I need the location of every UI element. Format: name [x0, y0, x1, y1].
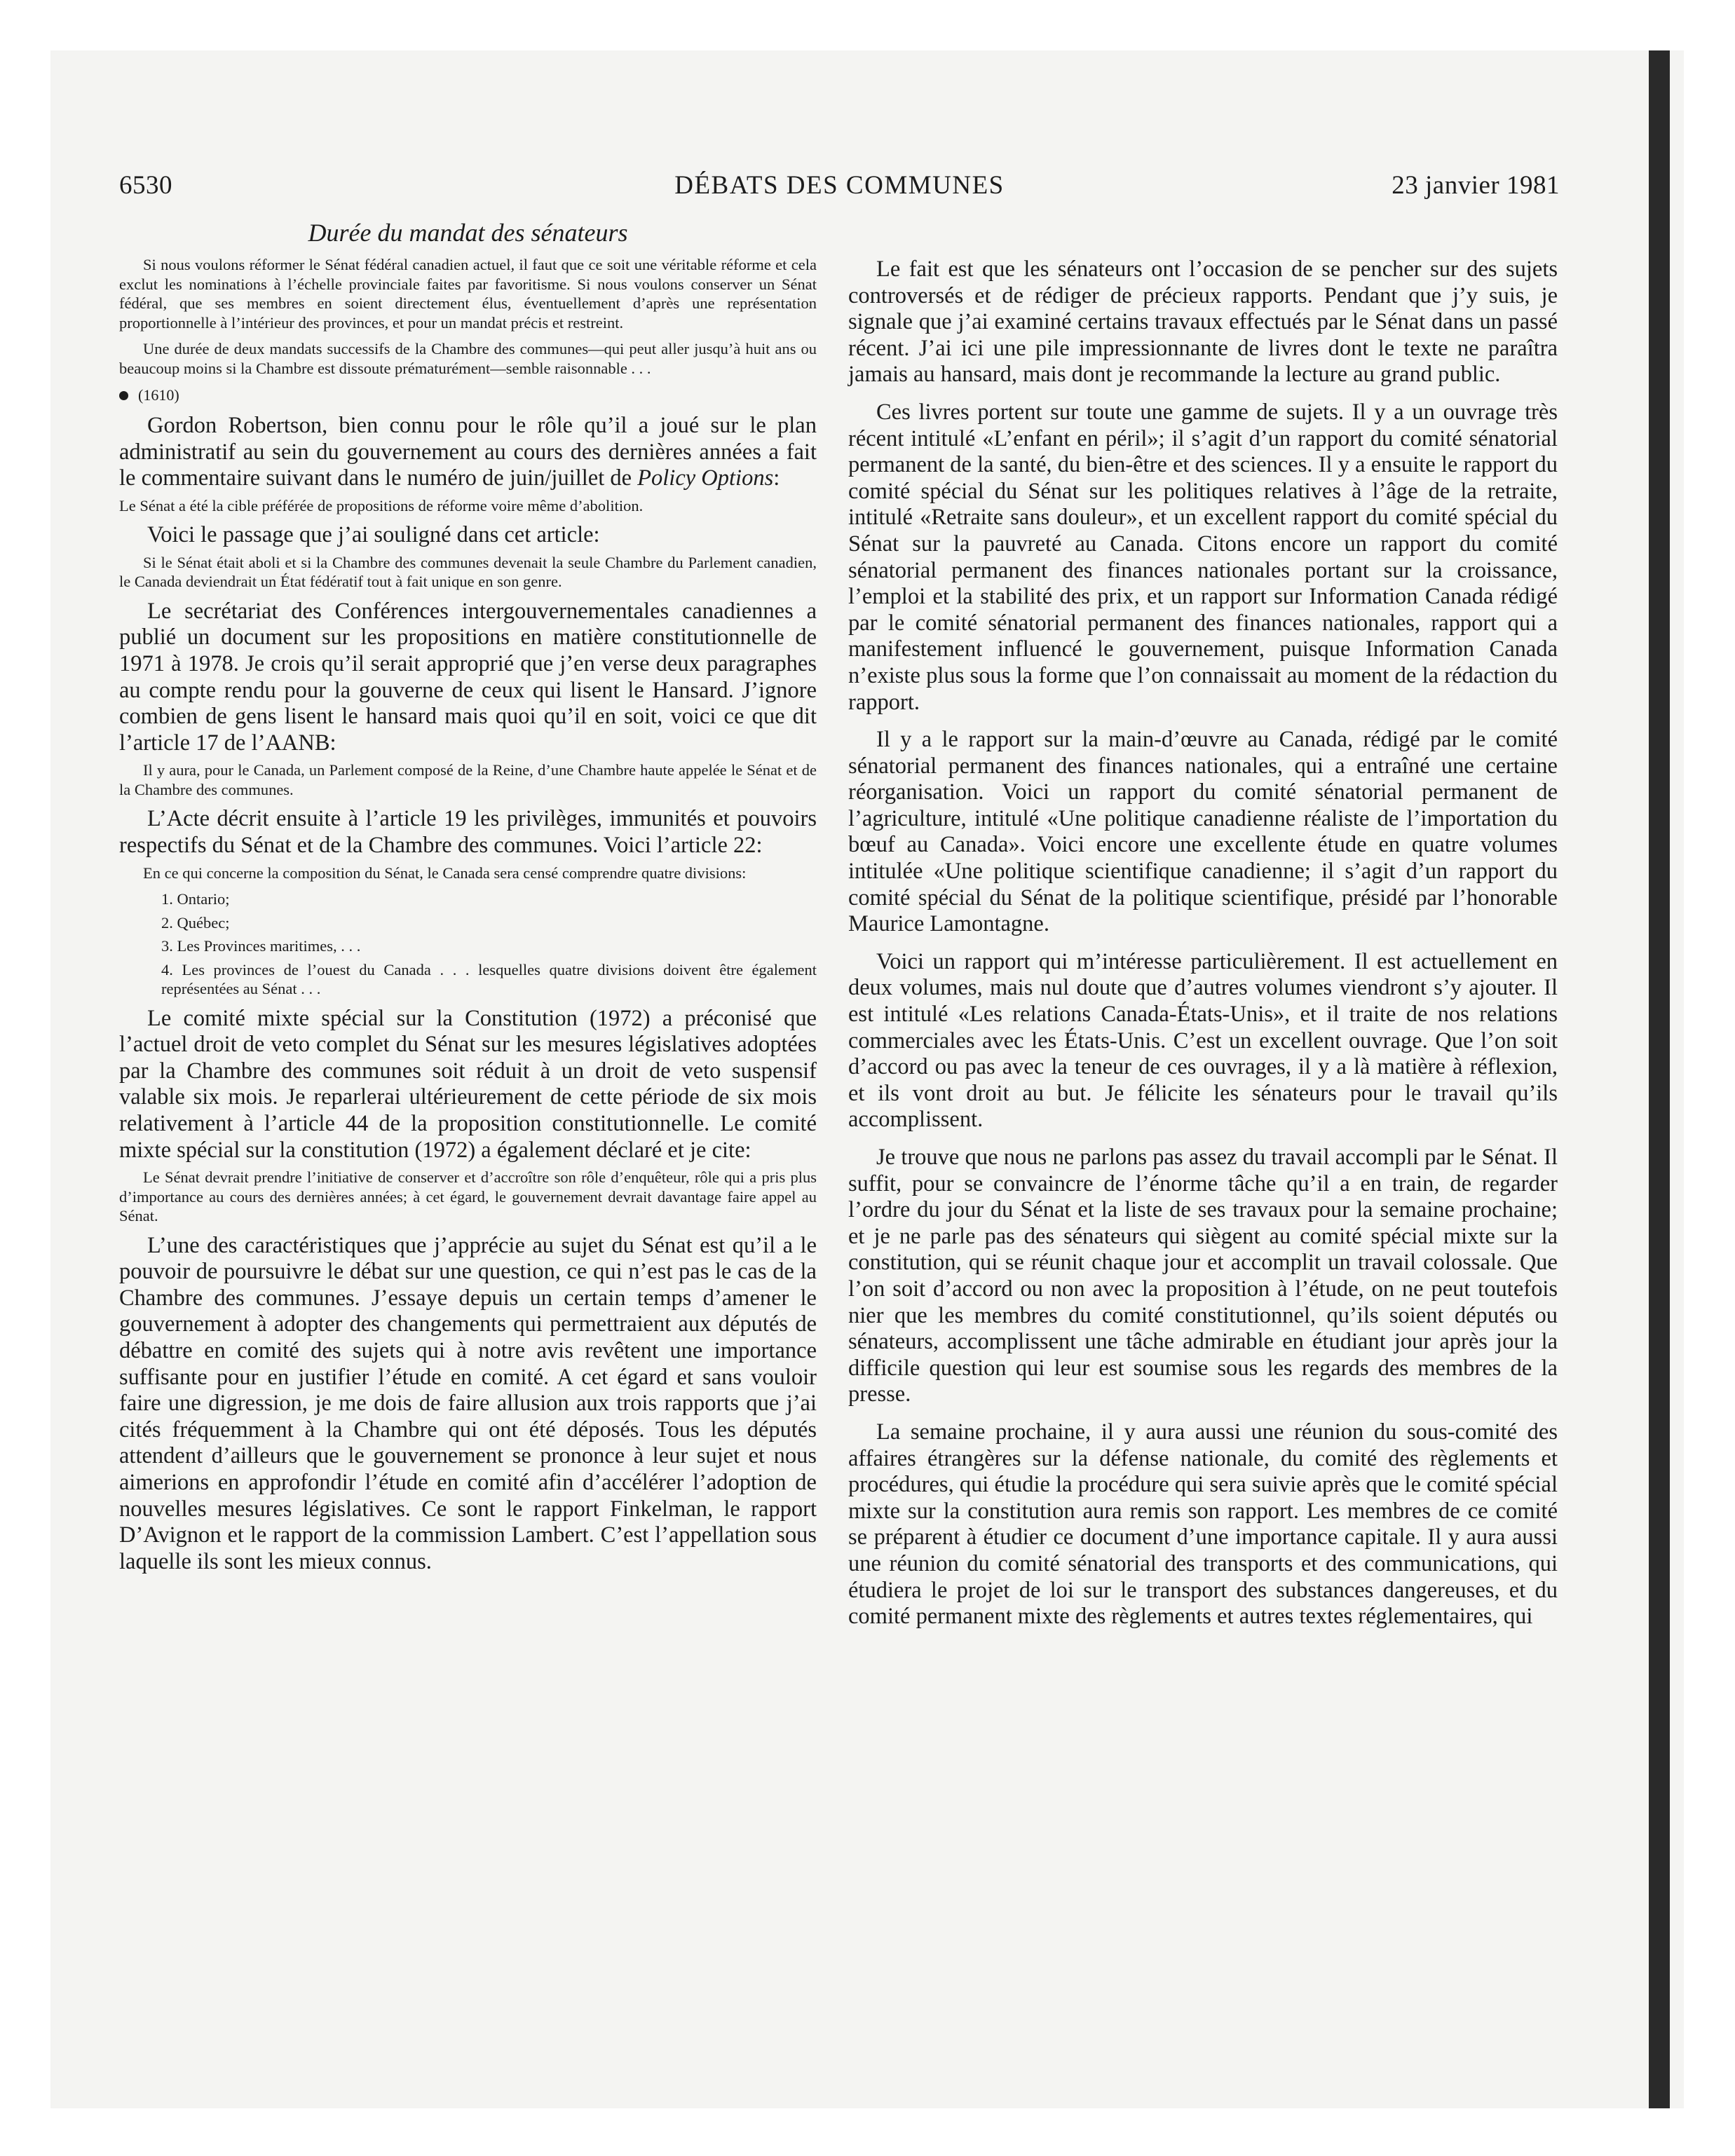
- right-column: [848, 257, 1558, 1642]
- quote-paragraph: Si nous voulons réformer le Sénat fédéral canadien actuel, il faut que ce soit une véritable réforme et cela exclut les nominations à l’échelle provinciale faites par favoritisme. Si nous voulons conserver un Sénat fédéral, que ses membres en soient directement élus, éventuellement d’après une représentation proportionnelle à l’intérieur des provinces, et pour un mandat précis et restreint.: [119, 256, 817, 332]
- body-paragraph: Le comité mixte spécial sur la Constitution (1972) a préconisé que l’actuel droit de veto complet du Sénat sur les mesures législatives adoptées par la Chambre des communes soit réduit à un droit de veto suspensif valable six mois. Je reparlerai ultérieurement de cette période de six mois relativement à l’article 44 de la proposition constitutionnelle. Le comité mixte spécial sur la constitution (1972) a également déclaré et je cite:: [119, 1005, 817, 1163]
- body-paragraph: Je trouve que nous ne parlons pas assez du travail accompli par le Sénat. Il suffit, pour se convaincre de l’énorme tâche qu’il a en train, de regarder l’ordre du jour du Sénat et la liste de ses travaux pour la semaine prochaine; et je ne parle pas des sénateurs qui siègent au comité spécial mixte sur la constitution, qui se réunit chaque jour et accomplit un travail colossale. Que l’on soit d’accord ou non avec la proposition à l’étude, on ne peut toutefois nier que les membres du comité constitutionnel, qu’ils soient députés ou sénateurs, accomplissent une tâche admirable en étudiant jour après jour la difficile question qui leur est soumise sous les regards des membres de la presse.: [848, 1145, 1558, 1407]
- bullet-icon: [119, 391, 128, 400]
- list-item: 2. Québec;: [161, 913, 230, 932]
- body-paragraph: Le fait est que les sénateurs ont l’occasion de se pencher sur des sujets controversés et de rédiger de précieux rapports. Pendant que j’y suis, je signale que j’ai examiné certains travaux effectués par le Sénat dans un passé récent. J’ai ici une pile impressionnante de livres dont le texte ne paraîtra jamais au hansard, mais dont je recommande la lecture au grand public.: [848, 257, 1558, 388]
- body-text: Gordon Robertson, bien connu pour le rôle qu’il a joué sur le plan administratif au sein du gouvernement au cours des dernières années a fait le commentaire suivant dans le numéro de juin/juillet de: [119, 413, 817, 491]
- publication-name: Policy Options: [637, 465, 774, 491]
- body-paragraph: Ces livres portent sur toute une gamme de sujets. Il y a un ouvrage très récent intitulé «L’enfant en péril»; il s’agit d’un rapport du comité sénatorial permanent de la santé, du bien-être et des sciences. Il y a ensuite le rapport du comité spécial du Sénat sur les politiques relatives à l’âge de la retraite, intitulé «Retraite sans douleur», et un excellent rapport du comité spécial du Sénat sur la pauvreté au Canada. Citons encore un rapport du comité sénatorial permanent des finances nationales portant sur la croissance, l’emploi et la stabilité des prix, et un rapport sur Information Canada rédigé par le comité sénatorial permanent des finances nationales, rapport qui a manifestement influencé le gouvernement, puisque Information Canada n’existe plus sous la forme que l’on connaissait au moment de la rédaction du rapport.: [848, 399, 1558, 715]
- body-paragraph: Voici un rapport qui m’intéresse particulièrement. Il est actuellement en deux volumes, mais nul doute que d’autres volumes viendront s’y ajouter. Il est intitulé «Les relations Canada-États-Unis», et il traite de nos relations commerciales avec les États-Unis. C’est un excellent ouvrage. Que l’on soit d’accord ou pas avec la teneur de ces ouvrages, il y a là matière à réflexion, et ils vont droit au but. Je félicite les sénateurs pour le travail qu’ils accomplissent.: [848, 948, 1558, 1133]
- body-text: :: [773, 465, 780, 491]
- quote-paragraph: En ce qui concerne la composition du Sénat, le Canada sera censé comprendre quatre divisions:: [143, 864, 747, 882]
- body-paragraph: Voici le passage que j’ai souligné dans cet article:: [147, 522, 600, 548]
- header-date: 23 janvier 1981: [1392, 171, 1560, 200]
- page-header: [119, 168, 1560, 203]
- quote-paragraph: Le Sénat a été la cible préférée de propositions de réforme voire même d’abolition.: [119, 496, 644, 514]
- page-number: 6530: [119, 171, 172, 200]
- body-paragraph: L’une des caractéristiques que j’apprécie au sujet du Sénat est qu’il a le pouvoir de poursuivre le débat sur une question, ce qui n’est pas le cas de la Chambre des communes. J’essaye depuis un certain temps d’amener le gouvernement à adopter des changements qui permettraient aux députés de débattre en comité des sujets qui à notre avis revêtent une importance suffisante pour en justifier l’étude en comité. A cet égard et sans vouloir faire une digression, je me dois de faire allusion aux trois rapports que j’ai cités fréquemment à la Chambre qui ont été déposés. Tous les députés attendent d’ailleurs que le gouvernement se prononce à leur sujet et nous aimerions en approfondir l’étude en comité afin d’accélérer l’adoption de nouvelles mesures législatives. Ce sont le rapport Finkelman, le rapport D’Avignon et le rapport de la commission Lambert. C’est l’appellation sous laquelle ils sont les mieux connus.: [119, 1232, 817, 1574]
- body-paragraph: La semaine prochaine, il y aura aussi une réunion du sous-comité des affaires étrangères sur la défense nationale, du comité des règlements et procédures, qui étudie la procédure qui sera suivie après que le comité spécial mixte sur la constitution aura remis son rapport. Les membres de ce comité se préparent à étudier ce document d’une importance capitale. Il y aura aussi une réunion du comité sénatorial des transports et des communications, qui étudiera le projet de loi sur le transport des substances dangereuses, et du comité permanent mixte des règlements et autres textes réglementaires, qui: [848, 1419, 1558, 1630]
- list-item: 1. Ontario;: [161, 890, 230, 908]
- quote-paragraph: Si le Sénat était aboli et si la Chambre des communes devenait la seule Chambre du Parlement canadien, le Canada deviendrait un État fédératif tout à fait unique en son genre.: [119, 553, 817, 591]
- quote-paragraph: Il y aura, pour le Canada, un Parlement composé de la Reine, d’une Chambre haute appelée le Sénat et de la Chambre des communes.: [119, 761, 817, 798]
- list-item: 4. Les provinces de l’ouest du Canada . . . lesquelles quatre divisions doivent être également représentées au Sénat . . .: [161, 960, 817, 998]
- body-paragraph: [119, 413, 817, 492]
- body-paragraph: L’Acte décrit ensuite à l’article 19 les privilèges, immunités et pouvoirs respectifs du Sénat et de la Chambre des communes. Voici l’article 22:: [119, 806, 817, 859]
- list-item: 3. Les Provinces maritimes, . . .: [161, 937, 361, 955]
- body-paragraph: Le secrétariat des Conférences intergouvernementales canadiennes a publié un document sur les propositions en matière constitutionnelle de 1971 à 1978. Je crois qu’il serait approprié que j’en verse deux paragraphes au compte rendu pour la gouverne de ceux qui lisent le Hansard. J’ignore combien de gens lisent le hansard mais quoi qu’il en soit, voici ce que dit l’article 17 de l’AANB:: [119, 598, 817, 756]
- time-marker: [119, 385, 817, 406]
- left-column: [119, 217, 817, 1579]
- quote-paragraph: Le Sénat devrait prendre l’initiative de conserver et d’accroître son rôle d’enquêteur, rôle qui a pris plus d’importance au cours des dernières années; à cet égard, le gouvernement devrait davantage faire appel au Sénat.: [119, 1168, 817, 1225]
- section-subhead: Durée du mandat des sénateurs: [308, 219, 628, 247]
- body-paragraph: Il y a le rapport sur la main-d’œuvre au Canada, rédigé par le comité sénatorial permanent des finances nationales, qui a entraîné une certaine réorganisation. Voici un rapport du comité sénatorial permanent de l’agriculture, intitulé «Une politique canadienne réaliste de l’importation du bœuf au Canada». Voici encore une excellente étude en quatre volumes intitulée «Une politique scientifique canadienne; il s’agit d’un rapport du comité spécial du Sénat de la politique scientifique, présidé par l’honorable Maurice Lamontagne.: [848, 727, 1558, 937]
- quote-paragraph: Une durée de deux mandats successifs de la Chambre des communes—qui peut aller jusqu’à huit ans ou beaucoup moins si la Chambre est dissoute prématurément—semble raisonnable . . .: [119, 340, 817, 377]
- publication-title: DÉBATS DES COMMUNES: [674, 171, 1005, 200]
- scan-edge-bar: [1649, 50, 1670, 2108]
- time-marker-label: (1610): [138, 386, 179, 404]
- divisions-list: [119, 889, 817, 999]
